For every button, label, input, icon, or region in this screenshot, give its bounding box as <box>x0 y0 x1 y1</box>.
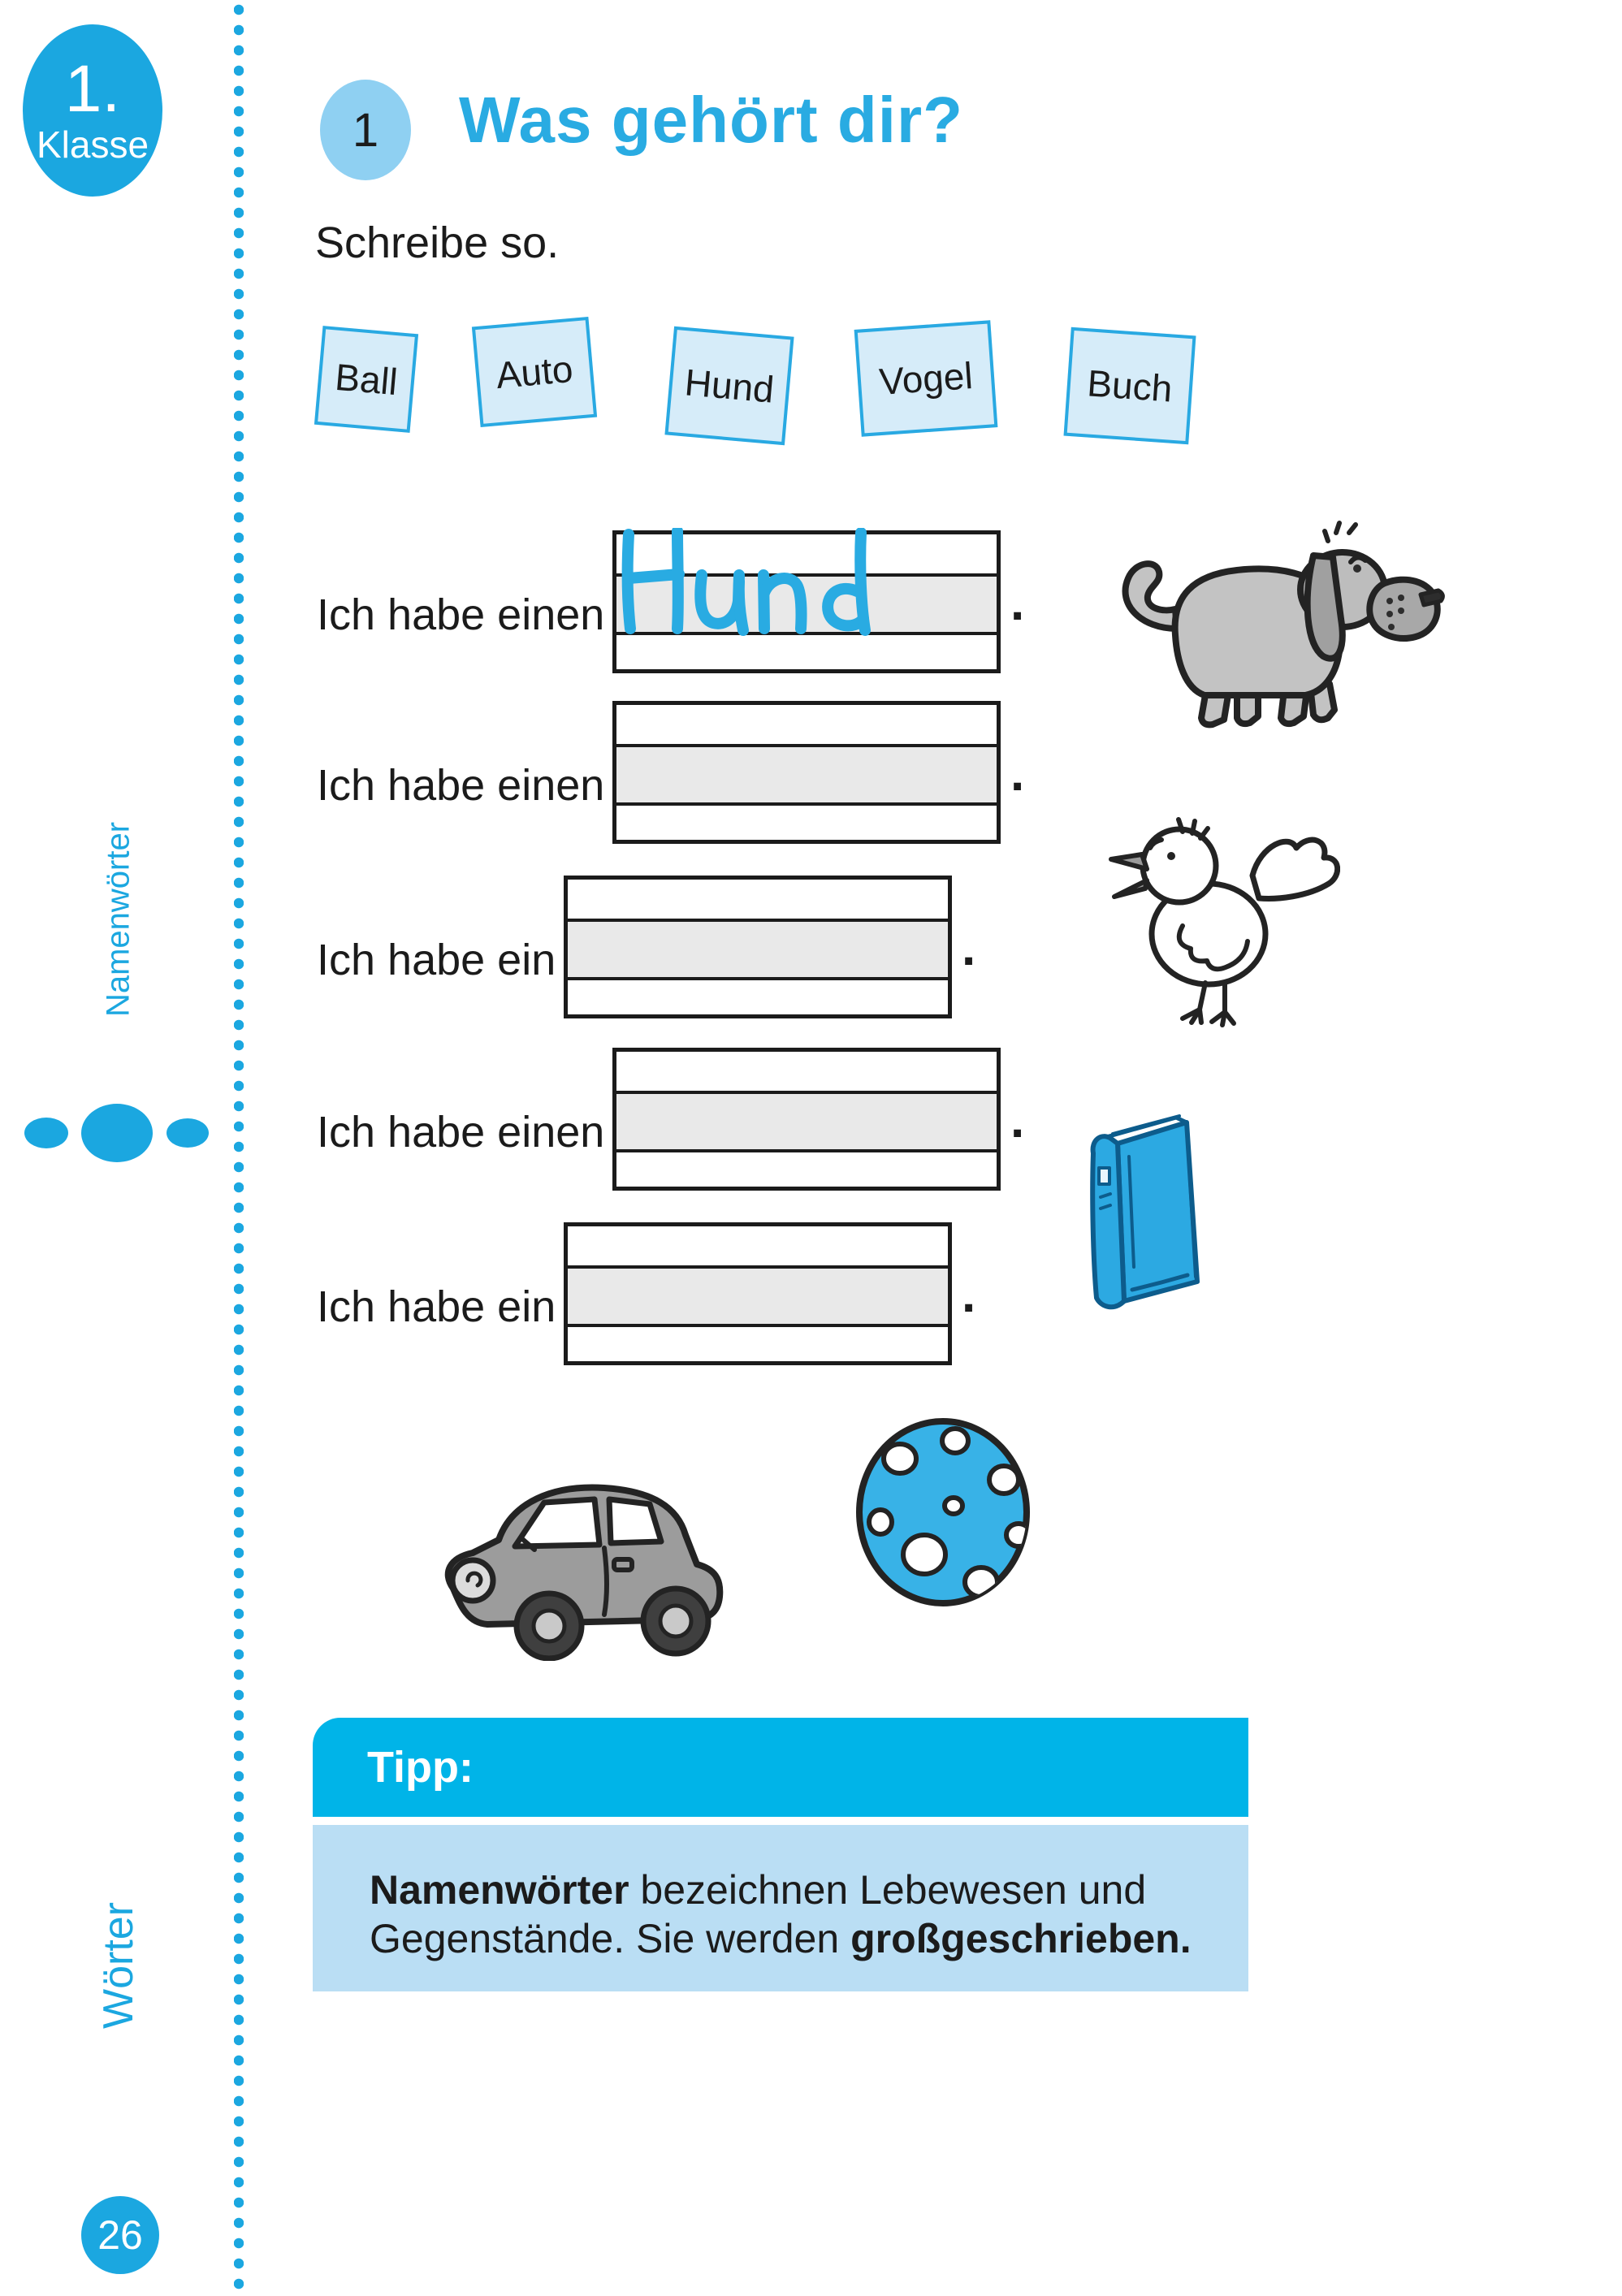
tip-text-rest-1: bezeichnen Lebewesen und <box>629 1867 1147 1913</box>
sentence-2-answer-box[interactable] <box>612 701 1001 844</box>
tip-text-line-1 <box>370 1866 1248 1914</box>
sidebar-section-label: Namenwörter <box>100 821 136 1018</box>
ball-illustration <box>850 1415 1036 1610</box>
sentence-1-answer-box[interactable] <box>612 530 1001 673</box>
tip-term-bold: Namenwörter <box>370 1867 629 1913</box>
tip-box-header <box>313 1718 1248 1817</box>
tip-text-start-2: Gegenstände. Sie werden <box>370 1916 851 1961</box>
margin-dot-large <box>81 1104 153 1162</box>
word-card-auto-label: Auto <box>494 347 575 397</box>
writing-line-top <box>616 1052 997 1094</box>
tip-heading: Tipp: <box>367 1743 474 1792</box>
tip-box-body <box>313 1825 1248 1991</box>
dotted-divider-line <box>234 0 244 2296</box>
exercise-title: Was gehört dir? <box>459 84 963 156</box>
sentence-2-label: Ich habe einen <box>317 761 605 810</box>
writing-line-bottom <box>568 1327 948 1361</box>
writing-line-middle <box>616 1094 997 1152</box>
word-card-ball[interactable] <box>314 326 418 433</box>
tip-rule-bold: großgeschrieben. <box>850 1916 1192 1961</box>
sentence-4-answer-box[interactable] <box>612 1048 1001 1191</box>
sentence-5-answer-box[interactable] <box>564 1222 952 1365</box>
sentence-4-period: . <box>1010 1092 1025 1148</box>
sentence-1-period: . <box>1010 575 1025 631</box>
writing-line-bottom <box>616 635 997 669</box>
bird-illustration <box>1105 798 1340 1033</box>
sentence-3-answer-box[interactable] <box>564 876 952 1018</box>
word-card-auto[interactable] <box>472 317 597 427</box>
writing-line-bottom <box>616 1152 997 1187</box>
tip-text-line-2 <box>370 1914 1248 1963</box>
word-card-vogel-label: Vogel <box>877 354 975 403</box>
sentence-1-label: Ich habe einen <box>317 590 605 639</box>
car-illustration <box>429 1454 754 1661</box>
grade-badge-number: 1. <box>64 52 121 126</box>
word-card-hund-label: Hund <box>682 361 776 411</box>
exercise-number-badge <box>320 80 411 180</box>
sentence-2-period: . <box>1010 746 1025 802</box>
exercise-number: 1 <box>352 103 379 157</box>
writing-line-bottom <box>616 806 997 840</box>
word-card-hund[interactable] <box>664 326 794 445</box>
word-card-buch-label: Buch <box>1085 361 1174 410</box>
page-number-badge <box>81 2196 159 2274</box>
sentence-5-label: Ich habe ein <box>317 1282 556 1331</box>
writing-line-top <box>616 534 997 577</box>
writing-line-middle <box>616 747 997 806</box>
word-card-buch[interactable] <box>1064 327 1196 444</box>
writing-line-middle <box>568 1269 948 1327</box>
sentence-4-label: Ich habe einen <box>317 1108 605 1157</box>
sentence-5-period: . <box>962 1267 976 1323</box>
exercise-instruction: Schreibe so. <box>315 218 560 267</box>
book-illustration <box>1069 1105 1207 1320</box>
sentence-3-period: . <box>962 920 976 976</box>
writing-line-bottom <box>568 980 948 1014</box>
sidebar-chapter-label: Wörter <box>95 1902 142 2029</box>
margin-dot-small-left <box>24 1118 68 1148</box>
sentence-3-label: Ich habe ein <box>317 936 556 984</box>
page-number: 26 <box>97 2212 143 2258</box>
margin-dot-small-right <box>167 1118 209 1148</box>
writing-line-top <box>568 880 948 922</box>
writing-line-top <box>568 1226 948 1269</box>
writing-line-middle <box>616 577 997 635</box>
word-card-vogel[interactable] <box>854 320 998 436</box>
writing-line-top <box>616 705 997 747</box>
dog-illustration <box>1092 505 1458 733</box>
writing-line-middle <box>568 922 948 980</box>
grade-badge <box>23 24 162 197</box>
word-card-ball-label: Ball <box>333 355 400 404</box>
grade-badge-label: Klasse <box>36 123 149 166</box>
